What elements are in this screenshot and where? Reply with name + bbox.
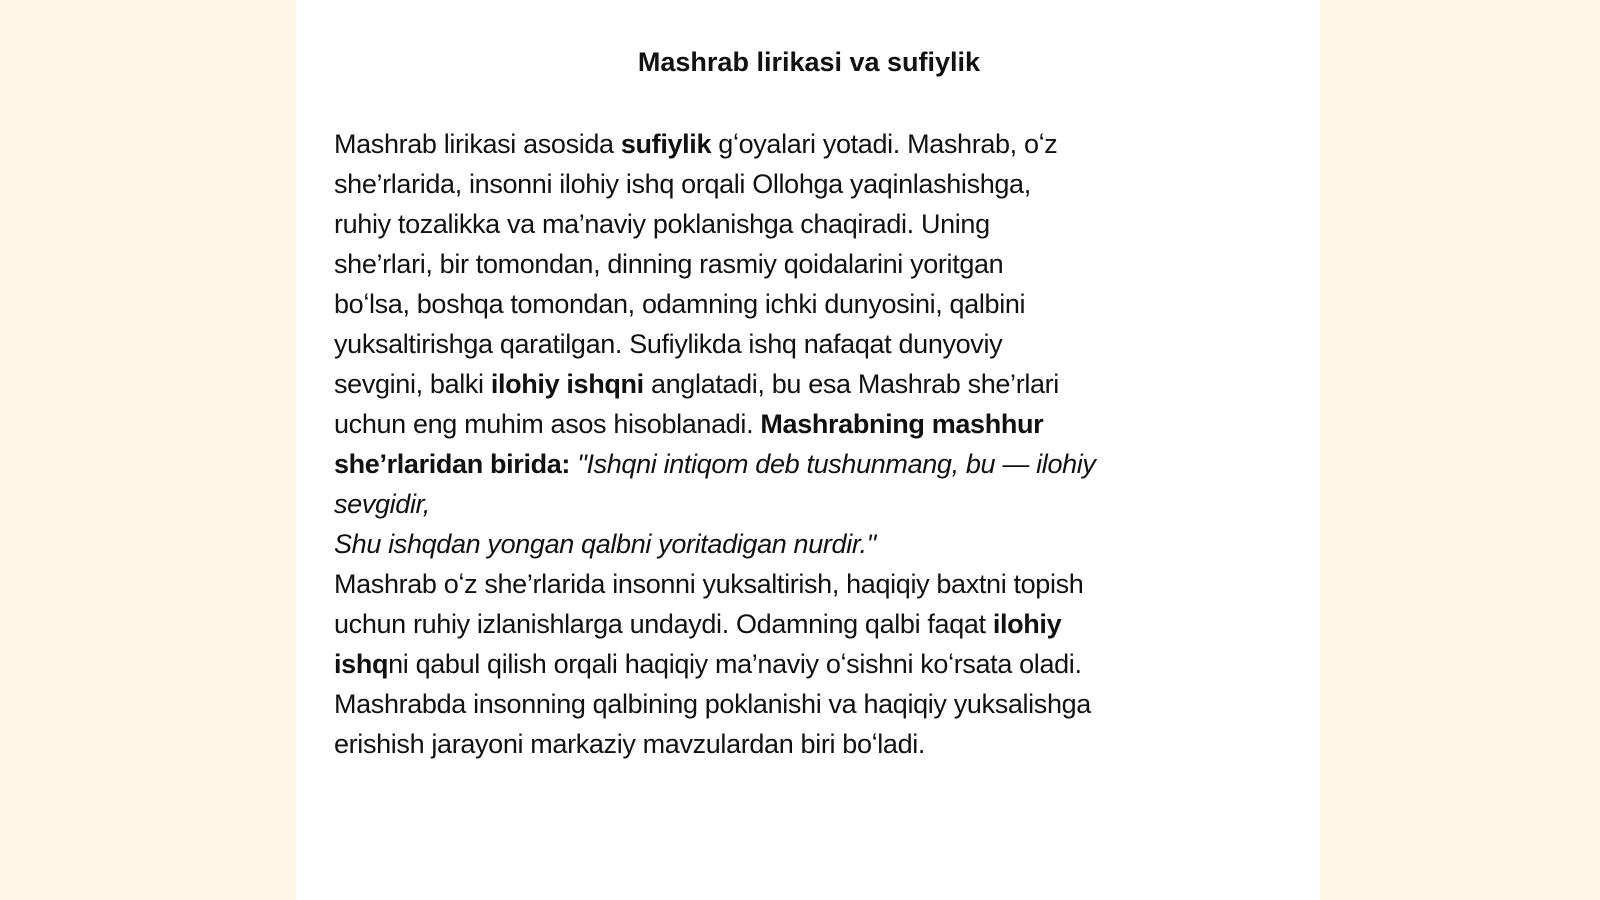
text-segment: gʻoyalari yotadi. Mashrab, oʻz — [711, 129, 1058, 159]
text-line — [334, 364, 1274, 404]
bold-text: ilohiy ishqni — [490, 369, 644, 399]
text-line — [334, 484, 1274, 524]
text-line — [334, 724, 1274, 764]
text-segment: boʻlsa, boshqa tomondan, odamning ichki dunyosini, qalbini — [334, 289, 1026, 319]
text-segment: uchun ruhiy izlanishlarga undaydi. Odamning qalbi faqat — [334, 609, 993, 639]
text-line — [334, 244, 1274, 284]
text-segment: Mashrab lirikasi asosida — [334, 129, 621, 159]
text-line — [334, 684, 1274, 724]
text-line — [334, 164, 1274, 204]
bold-text: ishq — [334, 649, 389, 679]
bold-text: Mashrabning mashhur — [760, 409, 1044, 439]
text-line — [334, 324, 1274, 364]
italic-text: "Ishqni intiqom deb tushunmang, bu — ilohiy — [577, 449, 1096, 479]
text-line — [334, 604, 1274, 644]
text-line — [334, 404, 1274, 444]
text-segment: uchun eng muhim asos hisoblanadi. — [334, 409, 761, 439]
text-line — [334, 564, 1274, 604]
text-segment: she’rlarida, insonni ilohiy ishq orqali Ollohga yaqinlashishga, — [334, 169, 1031, 199]
text-segment: ni qabul qilish orqali haqiqiy ma’naviy oʻsishni koʻrsata oladi. — [388, 649, 1082, 679]
bold-text: ilohiy — [992, 609, 1062, 639]
slide — [296, 0, 1320, 900]
slide-title-text: Mashrab lirikasi va sufiylik — [637, 47, 981, 77]
bold-text: sufiylik — [620, 129, 712, 159]
text-segment: erishish jarayoni markaziy mavzulardan biri boʻladi. — [334, 729, 926, 759]
text-segment: anglatadi, bu esa Mashrab she’rlari — [643, 369, 1059, 399]
italic-text: Shu ishqdan yongan qalbni yoritadigan nurdir." — [334, 529, 876, 559]
text-segment: Mashrabda insonning qalbining poklanishi va haqiqiy yuksalishga — [334, 689, 1091, 719]
text-line — [334, 204, 1274, 244]
italic-text: sevgidir, — [334, 489, 430, 519]
text-line — [334, 284, 1274, 324]
text-segment: Mashrab oʻz she’rlarida insonni yuksaltirish, haqiqiy baxtni topish — [334, 569, 1084, 599]
text-line — [334, 444, 1274, 484]
bold-text: she’rlaridan birida: — [334, 449, 571, 479]
text-line — [334, 644, 1274, 684]
body-text — [334, 124, 1274, 764]
text-segment: ruhiy tozalikka va ma’naviy poklanishga chaqiradi. Uning — [334, 209, 990, 239]
text-line — [334, 124, 1274, 164]
slide-title — [296, 44, 1320, 80]
text-segment: yuksaltirishga qaratilgan. Sufiylikda ishq nafaqat dunyoviy — [334, 329, 1003, 359]
text-line — [334, 524, 1274, 564]
text-segment: sevgini, balki — [334, 369, 491, 399]
text-segment: she’rlari, bir tomondan, dinning rasmiy qoidalarini yoritgan — [334, 249, 1004, 279]
